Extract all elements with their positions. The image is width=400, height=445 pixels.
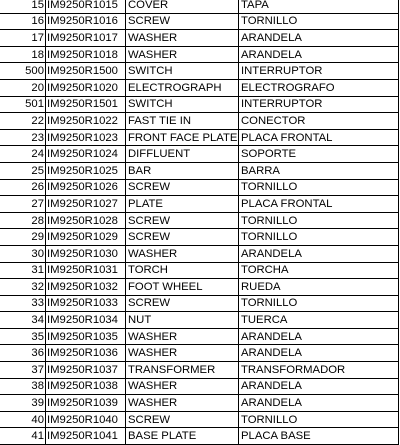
item-number-cell: 500	[0, 63, 46, 80]
item-number-cell: 31	[0, 262, 46, 279]
item-number-cell: 15	[0, 0, 46, 13]
part-code-cell: IM9250R1036	[46, 345, 126, 362]
spanish-description-cell: ARANDELA	[239, 30, 399, 47]
table-row	[0, 312, 399, 329]
english-description-cell: TRANSFORMER	[126, 362, 239, 379]
part-code-cell: IM9250R1040	[46, 411, 126, 428]
item-number-cell: 17	[0, 30, 46, 47]
english-description-cell: BASE PLATE	[126, 428, 239, 445]
english-description-cell: TORCH	[126, 262, 239, 279]
spanish-description-cell: RUEDA	[239, 279, 399, 296]
item-number-cell: 16	[0, 13, 46, 30]
item-number-cell: 22	[0, 113, 46, 130]
item-number-cell: 26	[0, 179, 46, 196]
english-description-cell: SCREW	[126, 229, 239, 246]
spanish-description-cell: ARANDELA	[239, 46, 399, 63]
english-description-cell: SCREW	[126, 212, 239, 229]
english-description-cell: WASHER	[126, 328, 239, 345]
item-number-cell: 18	[0, 46, 46, 63]
spanish-description-cell: TORNILLO	[239, 411, 399, 428]
part-code-cell: IM9250R1023	[46, 129, 126, 146]
item-number-cell: 29	[0, 229, 46, 246]
spanish-description-cell: TRANSFORMADOR	[239, 362, 399, 379]
part-code-cell: IM9250R1031	[46, 262, 126, 279]
part-code-cell: IM9250R1037	[46, 362, 126, 379]
table-row	[0, 411, 399, 428]
item-number-cell: 37	[0, 362, 46, 379]
part-code-cell: IM9250R1030	[46, 245, 126, 262]
item-number-cell: 23	[0, 129, 46, 146]
spanish-description-cell: ARANDELA	[239, 245, 399, 262]
part-code-cell: IM9250R1500	[46, 63, 126, 80]
part-code-cell: IM9250R1041	[46, 428, 126, 445]
spanish-description-cell: ELECTROGRAFO	[239, 79, 399, 96]
part-code-cell: IM9250R1020	[46, 79, 126, 96]
part-code-cell: IM9250R1033	[46, 295, 126, 312]
table-row	[0, 179, 399, 196]
table-row	[0, 328, 399, 345]
item-number-cell: 39	[0, 395, 46, 412]
spanish-description-cell: TORNILLO	[239, 13, 399, 30]
english-description-cell: COVER	[126, 0, 239, 13]
spanish-description-cell: PLACA FRONTAL	[239, 196, 399, 213]
part-code-cell: IM9250R1029	[46, 229, 126, 246]
table-row	[0, 212, 399, 229]
item-number-cell: 33	[0, 295, 46, 312]
english-description-cell: WASHER	[126, 245, 239, 262]
table-row	[0, 362, 399, 379]
table-row	[0, 262, 399, 279]
spanish-description-cell: SOPORTE	[239, 146, 399, 163]
english-description-cell: SCREW	[126, 411, 239, 428]
english-description-cell: WASHER	[126, 378, 239, 395]
table-row	[0, 378, 399, 395]
spanish-description-cell: TORNILLO	[239, 179, 399, 196]
item-number-cell: 20	[0, 79, 46, 96]
table-row	[0, 13, 399, 30]
table-row	[0, 245, 399, 262]
spanish-description-cell: ARANDELA	[239, 345, 399, 362]
item-number-cell: 34	[0, 312, 46, 329]
table-row	[0, 196, 399, 213]
table-row	[0, 30, 399, 47]
english-description-cell: FOOT WHEEL	[126, 279, 239, 296]
item-number-cell: 35	[0, 328, 46, 345]
item-number-cell: 27	[0, 196, 46, 213]
part-code-cell: IM9250R1035	[46, 328, 126, 345]
item-number-cell: 40	[0, 411, 46, 428]
spanish-description-cell: PLACA FRONTAL	[239, 129, 399, 146]
table-row	[0, 129, 399, 146]
part-code-cell: IM9250R1038	[46, 378, 126, 395]
part-code-cell: IM9250R1027	[46, 196, 126, 213]
table-row	[0, 295, 399, 312]
english-description-cell: BAR	[126, 162, 239, 179]
english-description-cell: DIFFLUENT	[126, 146, 239, 163]
item-number-cell: 38	[0, 378, 46, 395]
part-code-cell: IM9250R1024	[46, 146, 126, 163]
part-code-cell: IM9250R1026	[46, 179, 126, 196]
item-number-cell: 24	[0, 146, 46, 163]
spanish-description-cell: ARANDELA	[239, 328, 399, 345]
spanish-description-cell: TORNILLO	[239, 295, 399, 312]
part-code-cell: IM9250R1501	[46, 96, 126, 113]
table-row	[0, 46, 399, 63]
spanish-description-cell: TORNILLO	[239, 229, 399, 246]
english-description-cell: PLATE	[126, 196, 239, 213]
spanish-description-cell: TORCHA	[239, 262, 399, 279]
part-code-cell: IM9250R1015	[46, 0, 126, 13]
part-code-cell: IM9250R1039	[46, 395, 126, 412]
table-row	[0, 162, 399, 179]
table-row	[0, 0, 399, 13]
spanish-description-cell: PLACA BASE	[239, 428, 399, 445]
part-code-cell: IM9250R1018	[46, 46, 126, 63]
english-description-cell: ELECTROGRAPH	[126, 79, 239, 96]
english-description-cell: SCREW	[126, 13, 239, 30]
english-description-cell: NUT	[126, 312, 239, 329]
item-number-cell: 41	[0, 428, 46, 445]
part-code-cell: IM9250R1017	[46, 30, 126, 47]
table-row	[0, 395, 399, 412]
english-description-cell: WASHER	[126, 46, 239, 63]
table-row	[0, 345, 399, 362]
item-number-cell: 25	[0, 162, 46, 179]
spanish-description-cell: INTERRUPTOR	[239, 63, 399, 80]
spanish-description-cell: ARANDELA	[239, 395, 399, 412]
item-number-cell: 501	[0, 96, 46, 113]
table-row	[0, 279, 399, 296]
english-description-cell: SCREW	[126, 179, 239, 196]
english-description-cell: SWITCH	[126, 96, 239, 113]
table-row	[0, 96, 399, 113]
table-row	[0, 146, 399, 163]
table-row	[0, 113, 399, 130]
item-number-cell: 28	[0, 212, 46, 229]
item-number-cell: 32	[0, 279, 46, 296]
spanish-description-cell: TAPA	[239, 0, 399, 13]
english-description-cell: SCREW	[126, 295, 239, 312]
table-row	[0, 428, 399, 445]
english-description-cell: WASHER	[126, 395, 239, 412]
spanish-description-cell: INTERRUPTOR	[239, 96, 399, 113]
english-description-cell: WASHER	[126, 345, 239, 362]
item-number-cell: 30	[0, 245, 46, 262]
spanish-description-cell: TUERCA	[239, 312, 399, 329]
spanish-description-cell: ARANDELA	[239, 378, 399, 395]
table-row	[0, 63, 399, 80]
english-description-cell: FAST TIE IN	[126, 113, 239, 130]
part-code-cell: IM9250R1025	[46, 162, 126, 179]
spanish-description-cell: CONECTOR	[239, 113, 399, 130]
table-row	[0, 229, 399, 246]
part-code-cell: IM9250R1022	[46, 113, 126, 130]
english-description-cell: FRONT FACE PLATE	[126, 129, 239, 146]
part-code-cell: IM9250R1034	[46, 312, 126, 329]
part-code-cell: IM9250R1016	[46, 13, 126, 30]
part-code-cell: IM9250R1032	[46, 279, 126, 296]
part-code-cell: IM9250R1028	[46, 212, 126, 229]
english-description-cell: SWITCH	[126, 63, 239, 80]
item-number-cell: 36	[0, 345, 46, 362]
english-description-cell: WASHER	[126, 30, 239, 47]
spanish-description-cell: TORNILLO	[239, 212, 399, 229]
table-row	[0, 79, 399, 96]
spanish-description-cell: BARRA	[239, 162, 399, 179]
